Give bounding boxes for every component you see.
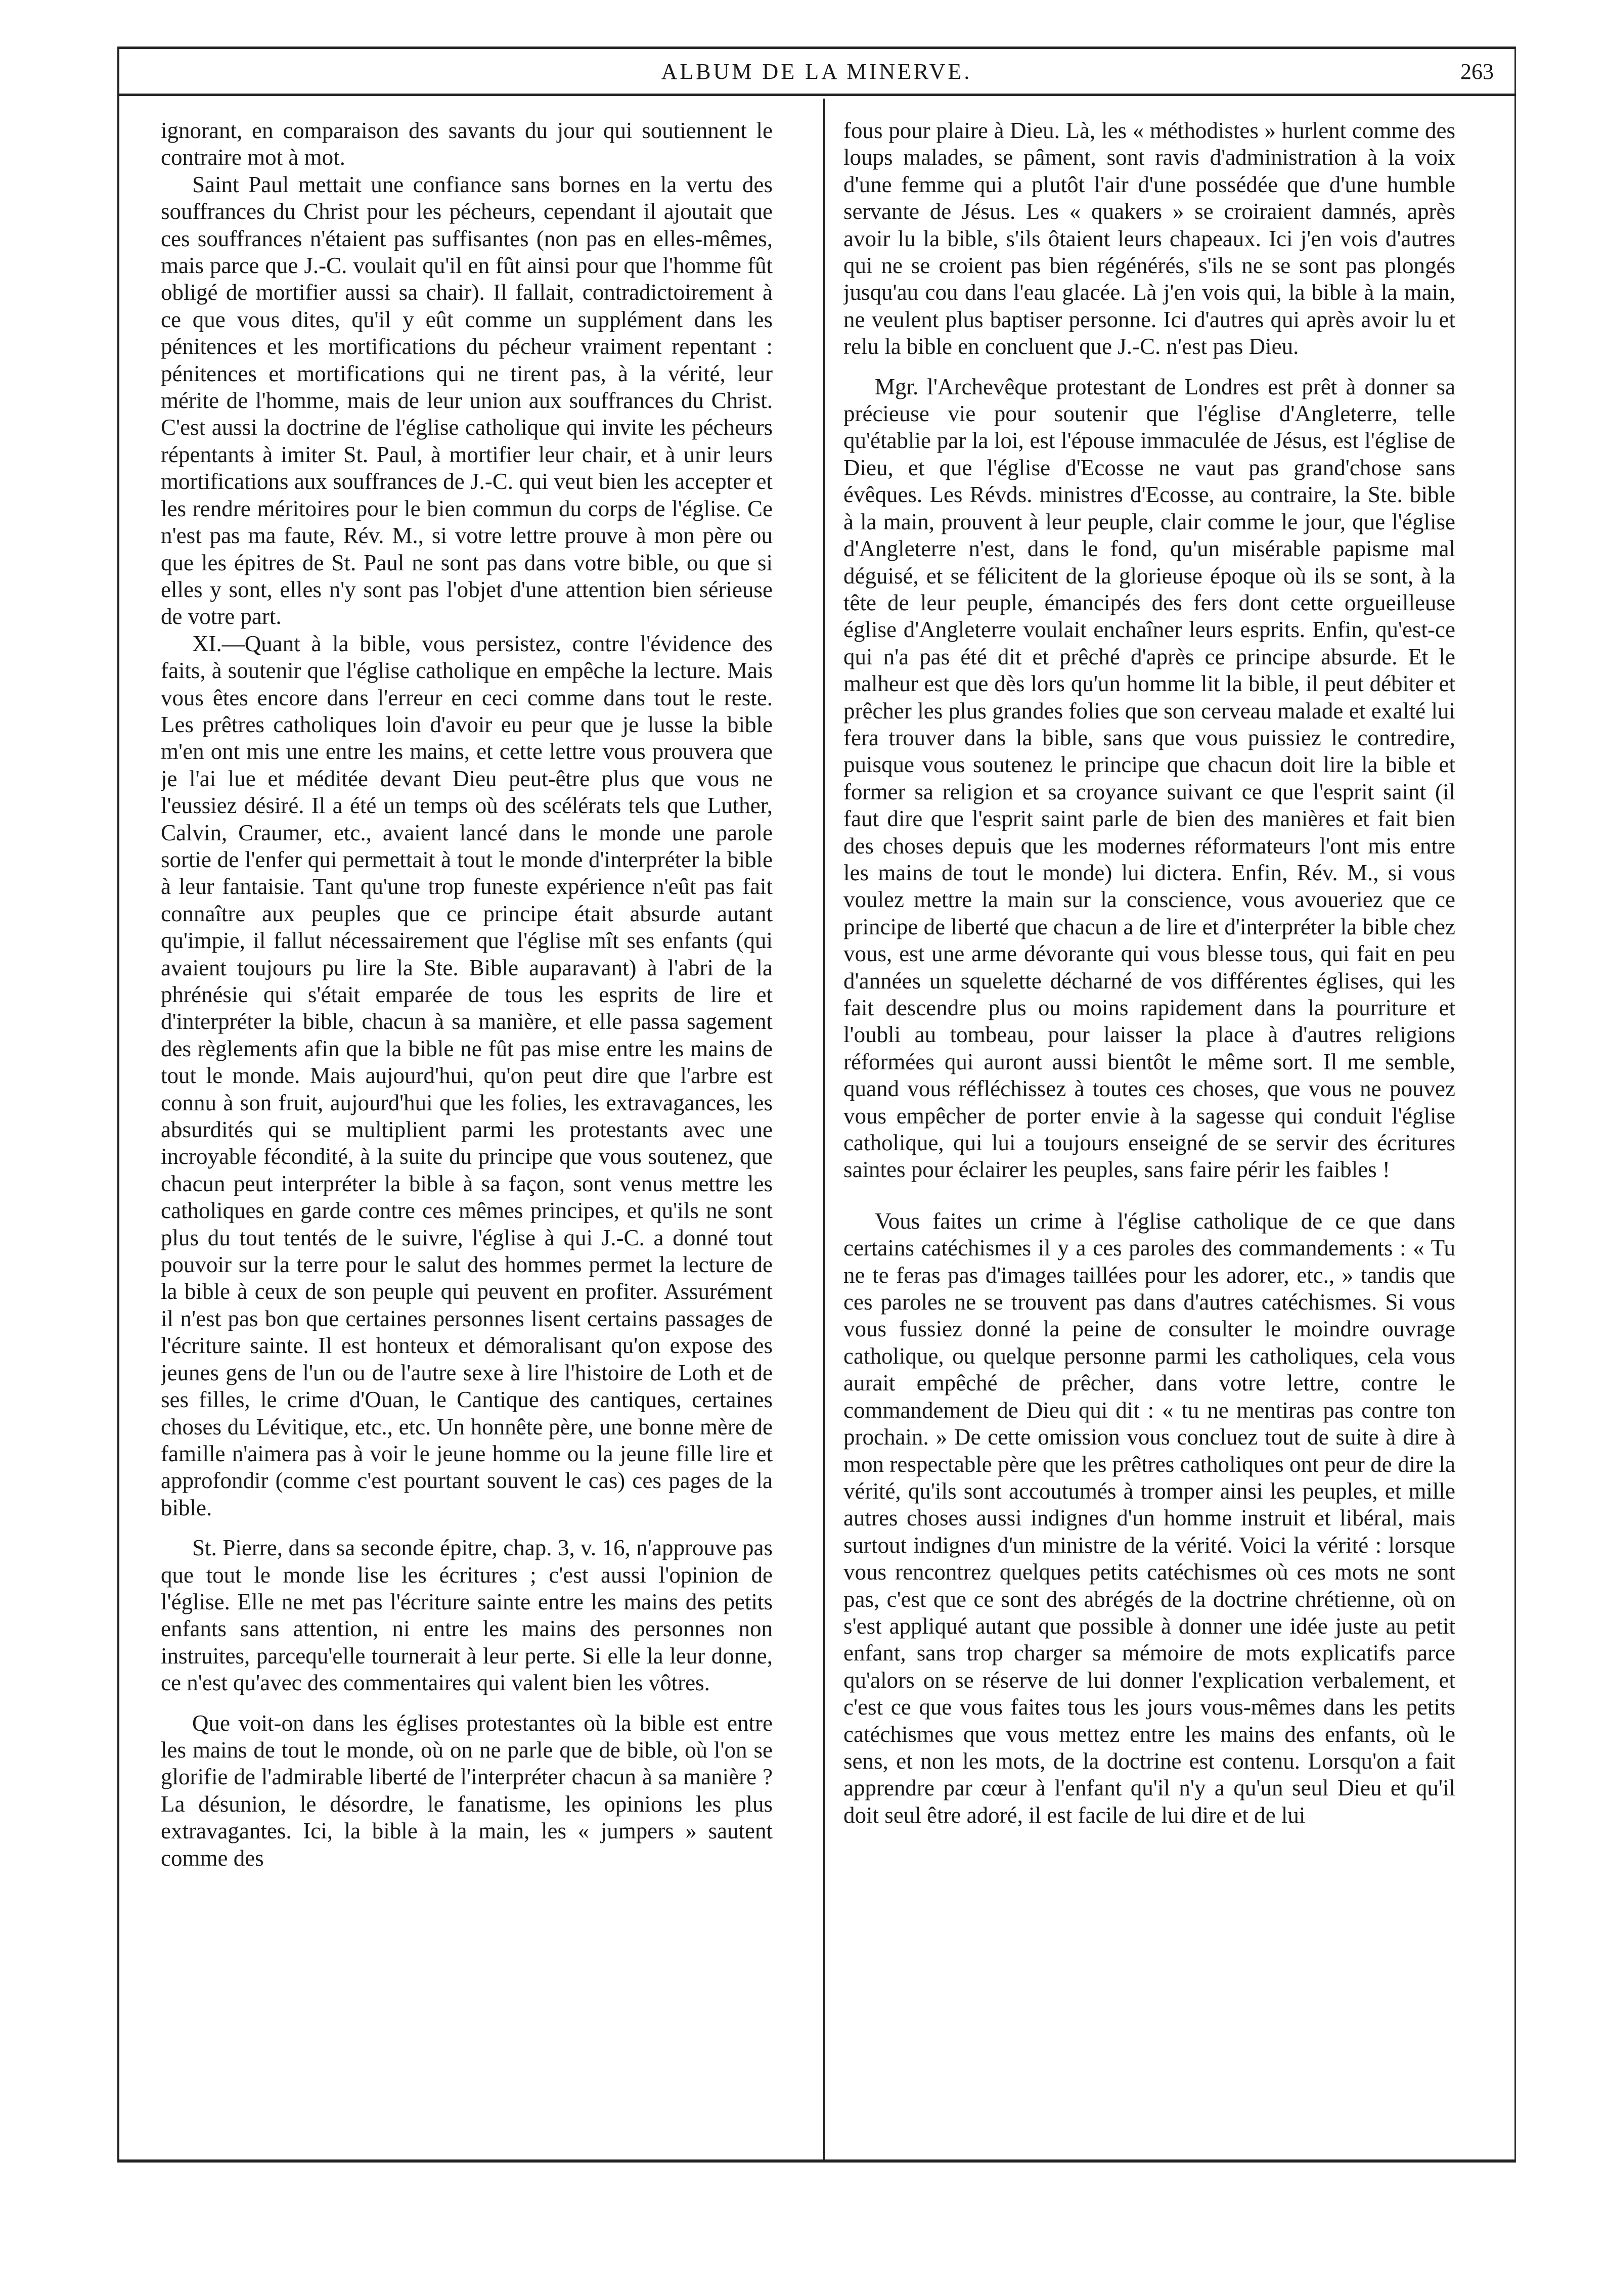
page-number: 263 xyxy=(1460,59,1494,84)
paragraph: Saint Paul mettait une confiance sans bornes en la vertu des souffrances du Christ pour les pécheurs, cependant il ajoutait que ces souffrances n'étaient pas suffisantes (non pas en elles-mêmes, mais parce que J.-C. voulait qu'il en fût ainsi pour que l'homme fût obligé de mortifier aussi sa chair). Il fallait, contradictoirement à ce que vous dites, qu'il y eût comme un supplément dans les pénitences et les mortifications du pécheur vraiment repentant : pénitences et mortifications qui ne tirent pas, à la vérité, leur mérite de l'homme, mais de leur union aux souffrances du Christ. C'est aussi la doctrine de l'église catholique qui invite les pécheurs répentants à imiter St. Paul, à mortifier leur chair, et à unir leurs mortifications aux souffrances de J.-C. qui veut bien les accepter et les rendre méritoires pour le bien commun du corps de l'église. Ce n'est pas ma faute, Rév. M., si votre lettre prouve à mon père ou que les épitres de St. Paul ne sont pas dans votre bible, ou que si elles y sont, elles n'y sont pas l'objet d'une attention bien sérieuse de votre part. xyxy=(161,171,773,629)
paragraph: fous pour plaire à Dieu. Là, les « méthodistes » hurlent comme des loups malades, se pâment, sont ravis d'administration à la voix d'une femme qui a plutôt l'air d'une possédée que d'une humble servante de Jésus. Les « quakers » se croiraient damnés, après avoir lu la bible, s'ils ôtaient leurs chapeaux. Ici j'en vois d'autres qui ne se croient pas bien régénérés, s'ils ne se sont pas plongés jusqu'au cou dans l'eau glacée. Là j'en vois qui, la bible à la main, ne veulent plus baptiser personne. Ici d'autres qui après avoir lu et relu la bible en concluent que J.-C. n'est pas Dieu. xyxy=(843,118,1455,359)
paragraph: XI.—Quant à la bible, vous persistez, contre l'évidence des faits, à soutenir que l'église catholique en empêche la lecture. Mais vous êtes encore dans l'erreur en ceci comme dans tout le reste. Les prêtres catholiques loin d'avoir eu peur que je lusse la bible m'en ont mis une entre les mains, et cette lettre vous prouvera que je l'ai lue et méditée devant Dieu peut-être plus que vous ne l'eussiez désiré. Il a été un temps où des scélérats tels que Luther, Calvin, Craumer, etc., avaient lancé dans le monde une parole sortie de l'enfer qui permettait à tout le monde d'interpréter la bible à leur fantaisie. Tant qu'une trop funeste expérience n'eût pas fait connaître aux peuples que ce principe était absurde autant qu'impie, il fallut nécessairement que l'église mît ses enfants (qui avaient toujours pu lire la Ste. Bible auparavant) à l'abri de la phrénésie qui s'était emparée de tous les esprits de lire et d'interpréter la bible, chacun à sa manière, et elle passa sagement des règlements afin que la bible ne fût pas mise entre les mains de tout le monde. Mais aujourd'hui, qu'on peut dire que l'arbre est connu à son fruit, aujourd'hui que les folies, les extravagances, les absurdités qui se multiplient parmi les protestants avec une incroyable fécondité, à la suite du principe que vous soutenez, que chacun peut interpréter la bible à sa façon, sont venus mettre les catholiques en garde contre ces mêmes principes, et qu'ils ne sont plus du tout tentés de le suivre, l'église à qui J.-C. a donné tout pouvoir sur la terre pour le salut des hommes permet la lecture de la bible à ceux de son peuple qui peuvent en profiter. Assurément il n'est pas bon que certaines personnes lisent certains passages de l'écriture sainte. Il est honteux et démoralisant qu'on expose des jeunes gens de l'un ou de l'autre sexe à lire l'histoire de Loth et de ses filles, le crime d'Ouan, le Cantique des cantiques, certaines choses du Lévitique, etc., etc. Un honnête père, une bonne mère de famille n'aimera pas à voir le jeune homme ou la jeune fille lire et approfondir (comme c'est pourtant souvent le cas) ces pages de la bible. xyxy=(161,631,773,1520)
paragraph: Que voit-on dans les églises protestantes où la bible est entre les mains de tout le monde, où on ne parle que de bible, où l'on se glorifie de l'admirable liberté de l'interpréter chacun à sa manière ? La désunion, le désordre, le fanatisme, les opinions les plus extravagantes. Ici, la bible à la main, les « jumpers » sautent comme des xyxy=(161,1710,773,1871)
paragraph: Vous faites un crime à l'église catholique de ce que dans certains catéchismes il y a ces paroles des commandements : « Tu ne te feras pas d'images taillées pour les adorer, etc., » tandis que ces paroles ne se trouvent pas dans d'autres catéchismes. Si vous vous fussiez donné la peine de consulter le moindre ouvrage catholique, ou quelque personne parmi les catholiques, cela vous aurait empêché de prêcher, dans votre lettre, contre le commandement de Dieu qui dit : « tu ne mentiras pas contre ton prochain. » De cette omission vous concluez tout de suite à dire à mon respectable père que les prêtres catholiques ont peur de dire la vérité, qu'ils sont accoutumés à tromper ainsi les peuples, et mille autres choses aussi indignes d'un homme instruit et libéral, mais surtout indignes d'un ministre de la vérité. Voici la vérité : lorsque vous rencontrez quelques petits catéchismes où ces mots ne sont pas, c'est que ce sont des abrégés de la doctrine chrétienne, où on s'est appliqué autant que possible à donner une idée juste au petit enfant, sans trop charger sa mémoire de mots explicatifs parce qu'alors on se réserve de lui donner l'explication verbalement, et c'est ce que vous faites tous les jours vous-mêmes dans les petits catéchismes que vous mettez entre les mains des enfants, où le sens, et non les mots, de la doctrine est contenu. Lorsqu'on a fait apprendre par cœur à l'enfant qu'il n'y a qu'un seul Dieu et qu'il doit seul être adoré, il est facile de lui dire et de lui xyxy=(843,1208,1455,1828)
column-divider xyxy=(823,99,825,2162)
paragraph: St. Pierre, dans sa seconde épitre, chap. 3, v. 16, n'approuve pas que tout le monde lise les écritures ; c'est aussi l'opinion de l'église. Elle ne met pas l'écriture sainte entre les mains des petits enfants sans attention, ni entre les mains des personnes non instruites, parcequ'elle tournerait à leur perte. Si elle la leur donne, ce n'est qu'avec des commentaires qui valent bien les vôtres. xyxy=(161,1535,773,1696)
paragraph: ignorant, en comparaison des savants du jour qui soutiennent le contraire mot à mot. xyxy=(161,118,773,170)
running-head xyxy=(117,56,1516,96)
left-column xyxy=(161,117,773,2135)
paragraph: Mgr. l'Archevêque protestant de Londres est prêt à donner sa précieuse vie pour soutenir que l'église d'Angleterre, telle qu'établie par la loi, est l'épouse immaculée de Jésus, est l'église de Dieu, et que l'église d'Ecosse ne vaut pas grand'chose sans évêques. Les Révds. ministres d'Ecosse, au contraire, la Ste. bible à la main, prouvent à leur peuple, clair comme le jour, que l'église d'Angleterre n'est, dans le fond, qu'un misérable papisme mal déguisé, et se félicitent de la glorieuse époque où ils se sont, à la tête de leur peuple, émancipés des fers dont cette orgueilleuse église d'Angleterre voulait enchaîner leurs esprits. Enfin, qu'est-ce qui n'a pas été dit et prêché d'après ce principe absurde. Et le malheur est que dès lors qu'un homme lit la bible, il peut débiter et prêcher les plus grandes folies que son cerveau malade et exalté lui fera trouver dans la bible, sans que vous puissiez le contredire, puisque vous soutenez le principe que chacun doit lire la bible et former sa religion et sa croyance suivant ce que l'esprit saint (il faut dire que l'esprit saint parle de bien des manières et fait bien des choses depuis que les modernes réformateurs l'ont mis entre les mains de tout le monde) lui dictera. Enfin, Rév. M., si vous voulez mettre la main sur la conscience, vous avoueriez que ce principe de liberté que chacun a de lire et d'interpréter la bible chez vous, est une arme dévorante qui vous blesse tous, qui fait en peu d'années un squelette décharné de vos différentes églises, qui les fait descendre plus ou moins rapidement dans la pourriture et l'oubli au tombeau, pour laisser la place à d'autres religions réformées qui auront aussi bientôt le même sort. Il me semble, quand vous réfléchissez à toutes ces choses, que vous ne pouvez vous empêcher de porter envie à la sagesse qui conduit l'église catholique, qui lui a toujours enseigné de se servir des écritures saintes pour éclairer les peuples, sans faire périr les faibles ! xyxy=(843,374,1455,1183)
running-title: ALBUM DE LA MINERVE. xyxy=(661,59,972,84)
right-column xyxy=(843,117,1455,2135)
